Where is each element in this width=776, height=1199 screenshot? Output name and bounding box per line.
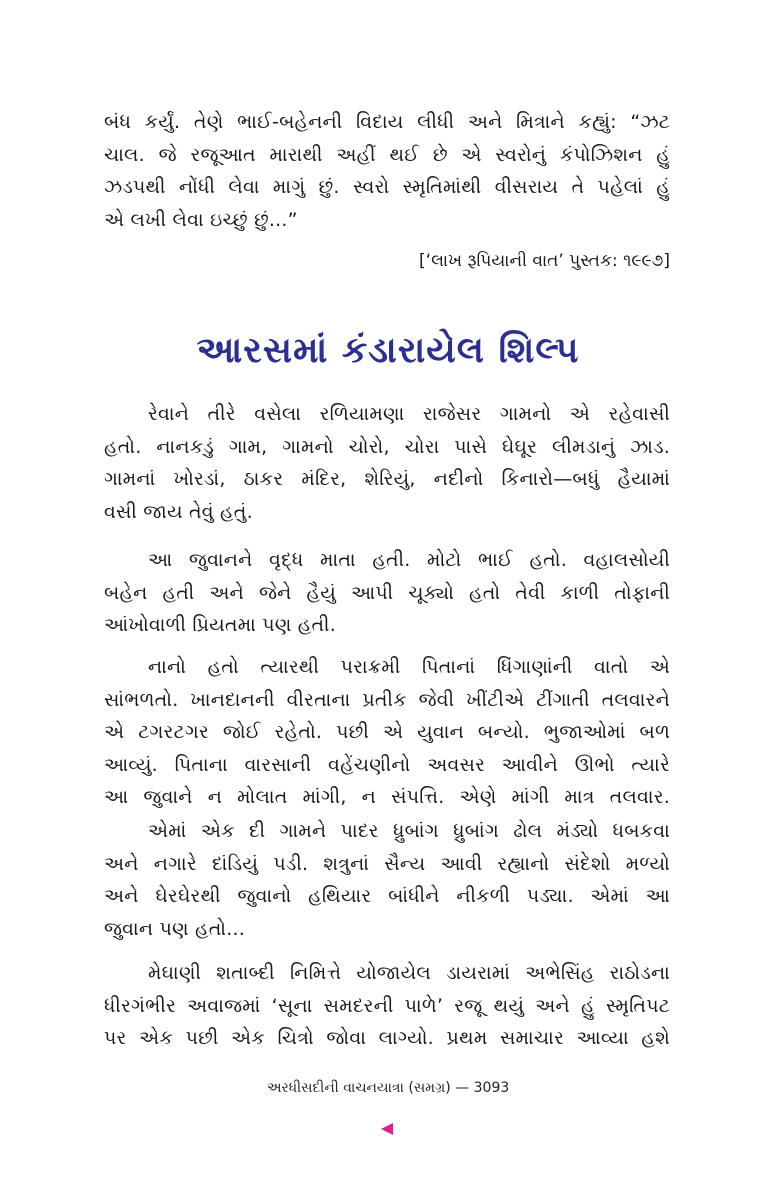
text-line: ઝડપથી નોંધી લેવા માગું છું. સ્વરો સ્મૃતિમાંથી વીસરાય તે પહેલાં હું — [104, 176, 670, 198]
text-line: જુવાન પણ હતો... — [104, 917, 245, 940]
text-line: મેઘાણી શતાબ્દી નિમિત્તે યોજાયેલ ડાયરામાં અભેસિંહ રાઠોડના — [148, 962, 670, 984]
text-line: એ લખી લેવા ઇચ્છું છું...” — [104, 208, 298, 231]
paragraph-5 — [104, 957, 670, 1055]
text-line: સાંભળતો. ખાનદાનની વીરતાના પ્રતીક જેવી ખીંટીએ ટીંગાતી તલવારને — [104, 688, 670, 711]
paragraph-1 — [104, 398, 670, 528]
page-footer: અરધીસદીની વાચનયાત્રા (સમગ્ર) — 3093 — [266, 1080, 510, 1096]
article-title: આરસમાં કંડારાયેલ શિલ્પ — [196, 330, 580, 371]
text-line: અને ઘેરઘેરથી જુવાનો હથિયાર બાંધીને નીકળી પડ્યા. એમાં આ — [104, 885, 670, 907]
text-line: વસી જાય તેવું હતું. — [104, 500, 253, 523]
paragraph-2 — [104, 544, 670, 642]
text-line: આ જુવાનને વૃદ્ધ માતા હતી. મોટો ભાઈ હતો. વહાલસોયી — [148, 549, 670, 571]
text-line: પર એક પછી એક ચિત્રો જોવા લાગ્યો. પ્રથમ સમાચાર આવ્યા હશે — [104, 1027, 670, 1049]
text-line: ચાલ. જે રજૂઆત મારાથી અહીં થઈ છે એ સ્વરોનું કંપોઝિશન હું — [104, 143, 670, 166]
continued-paragraph — [104, 106, 670, 236]
text-line: ધીરગંભીર અવાજમાં ‘સૂના સમદરની પાળે’ રજૂ થયું અને હું સ્મૃતિપટ — [104, 994, 670, 1017]
text-line: આવ્યું. પિતાના વારસાની વહેંચણીનો અવસર આવીને ઊભો ત્યારે — [104, 753, 670, 776]
text-line: ગામનાં ખોરડાં, ઠાકર મંદિર, શેરિયું, નદીનો કિનારો—બધું હૈયામાં — [104, 468, 670, 490]
text-line: હતો. નાનકડું ગામ, ગામનો ચોરો, ચોરા પાસે ઘેઘૂર લીમડાનું ઝાડ. — [104, 435, 670, 458]
text-line: એ ટગરટગર જોઈ રહેતો. પછી એ યુવાન બન્યો. ભુજાઓમાં બળ — [104, 721, 670, 743]
prev-page-icon[interactable] — [381, 1123, 393, 1135]
text-line: બહેન હતી અને જેને હૈયું આપી ચૂક્યો હતો તેવી કાળી તોફાની — [104, 581, 670, 604]
text-line: રેવાને તીરે વસેલા રળિયામણા રાજેસર ગામનો એ રહેવાસી — [148, 403, 670, 425]
text-line: આ જુવાને ન મોલાત માંગી, ન સંપત્તિ. એણે માંગી માત્ર તલવાર. — [104, 786, 670, 808]
paragraph-3 — [104, 651, 670, 814]
text-line: બંધ કર્યું. તેણે ભાઈ-બહેનની વિદાય લીધી અને મિત્રાને કહ્યું: “ઝટ — [104, 111, 670, 133]
paragraph-4 — [104, 815, 670, 945]
text-line: નાનો હતો ત્યારથી પરાક્રમી પિતાનાં ધિંગાણાંની વાતો એ — [148, 656, 670, 678]
source-citation: [‘લાખ રૂપિયાની વાત’ પુસ્તક: ૧૯૯૭] — [419, 251, 670, 271]
text-line: અને નગારે દાંડિયું પડી. શત્રુનાં સૈન્ય આવી રહ્યાનો સંદેશો મળ્યો — [104, 852, 670, 875]
text-line: એમાં એક દી ગામને પાદર ધ્રુબાંગ ધ્રુબાંગ ઢોલ મંડ્યો ધબકવા — [148, 820, 670, 842]
text-line: આંખોવાળી પ્રિયતમા પણ હતી. — [104, 614, 336, 636]
